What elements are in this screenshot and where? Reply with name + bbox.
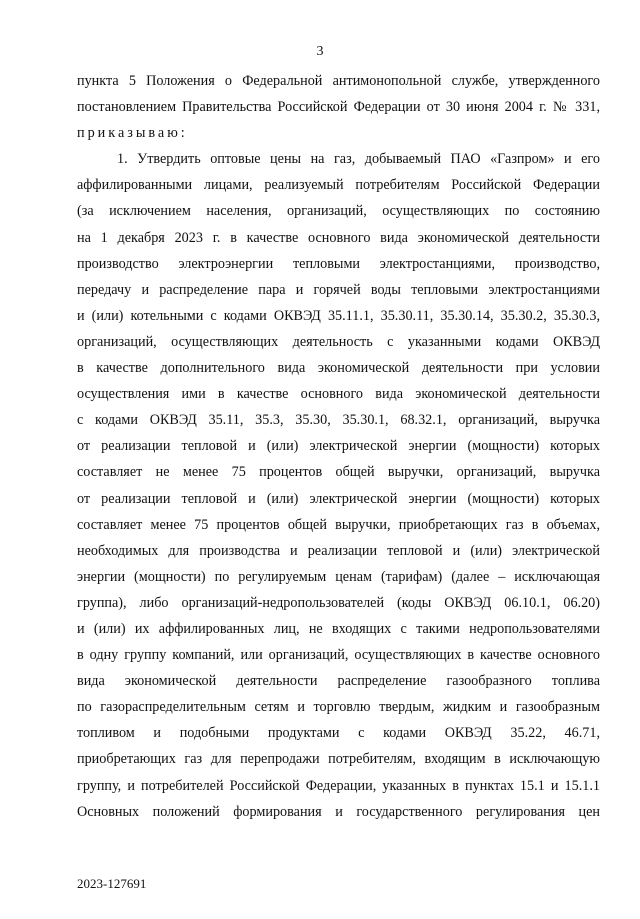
text-line: передачу и распределение пара и горячей воды тепловыми электростанциями [77,281,600,298]
text-line: приобретающих газ для перепродажи потребителям, входящим в исключающую [77,751,600,768]
text-line: на 1 декабря 2023 г. в качестве основного вида экономической деятельности [77,229,600,246]
text-line: Основных положений формирования и государственного регулирования цен [77,803,600,820]
document-id: 2023-127691 [77,876,147,891]
text-line: с кодами ОКВЭД 35.11, 35.3, 35.30, 35.30.1, 68.32.1, организаций, выручка [77,412,600,429]
text-line: от реализации тепловой и (или) электрической энергии (мощности) которых [77,490,600,507]
text-line: вида экономической деятельности распределение газообразного топлива [77,673,600,690]
text-line: пункта 5 Положения о Федеральной антимонопольной службе, утвержденного [77,73,600,89]
text-line: осуществления ими в качестве основного вида экономической деятельности [77,386,600,403]
text-line: топливом и подобными продуктами с кодами ОКВЭД 35.22, 46.71, [77,725,600,742]
text-line: (за исключением населения, организаций, осуществляющих по состоянию [77,203,600,220]
document-body [77,68,600,825]
text-line: по газораспределительным сетям и торговлю твердым, жидким и газообразным [77,699,600,716]
text-line: составляет менее 75 процентов общей выручки, приобретающих газ в объемах, [77,516,600,533]
text-line: в качестве дополнительного вида экономической деятельности при условии [77,360,600,377]
text-line: энергии (мощности) по регулируемым ценам (тарифам) (далее – исключающая [77,568,600,585]
text-line: производство электроэнергии тепловыми электростанциями, производство, [77,255,600,272]
text-line: аффилированными лицами, реализуемый потребителям Российской Федерации [77,177,600,194]
text-line: организаций, осуществляющих деятельность с указанными кодами ОКВЭД [77,333,600,350]
text-line: постановлением Правительства Российской Федерации от 30 июня 2004 г. № 331, [77,99,600,116]
text-line: необходимых для производства и реализации тепловой и (или) электрической [77,542,600,559]
text-line: группу, и потребителей Российской Федерации, указанных в пунктах 15.1 и 15.1.1 [77,777,600,794]
paragraph-start: 1. Утвердить оптовые цены на газ, добываемый ПАО «Газпром» и его [117,151,600,168]
text-line: и (или) их аффилированных лиц, не входящих с такими недропользователями [77,620,600,637]
text-line: от реализации тепловой и (или) электрической энергии (мощности) которых [77,438,600,455]
page-number: 3 [316,44,324,59]
text-line: и (или) котельными с кодами ОКВЭД 35.11.1, 35.30.11, 35.30.14, 35.30.2, 35.30.3, [77,307,600,324]
order-word: приказываю: [77,125,188,142]
text-line: составляет не менее 75 процентов общей выручки, организаций, выручка [77,464,600,481]
text-line: группа), либо организаций-недропользователей (коды ОКВЭД 06.10.1, 06.20) [77,594,600,611]
text-line: в одну группу компаний, или организаций, осуществляющих в качестве основного [77,647,600,664]
